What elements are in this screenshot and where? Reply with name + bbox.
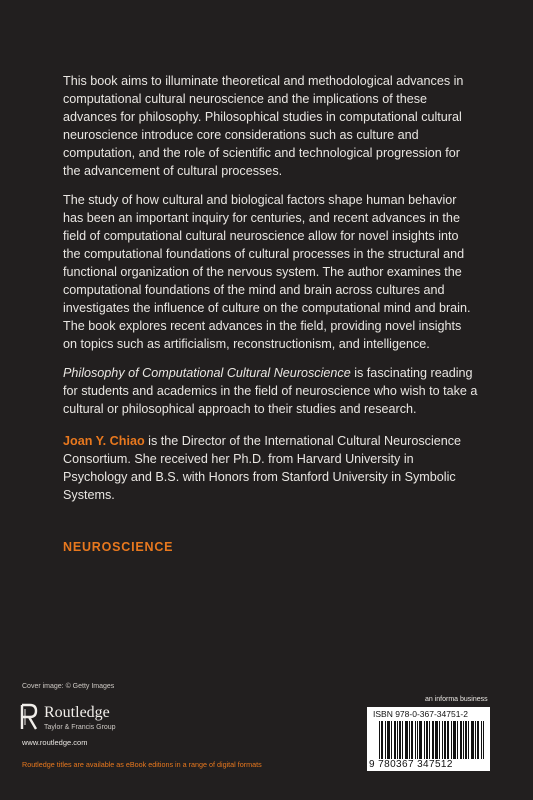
- isbn-label: ISBN 978-0-367-34751-2: [373, 709, 468, 719]
- description-paragraph-1: This book aims to illuminate theoretical and methodological advances in computational cultural neuroscience and the implications of these advances for philosophy. Philosophical studies in computational cultural neuroscience introduce core considerations such as culture and computation, and the role of scientific and technological progression for the advancement of cultural processes.: [63, 74, 464, 178]
- barcode-icon: [367, 721, 490, 759]
- description-paragraph-3: [63, 364, 478, 418]
- publisher-name: Routledge: [44, 704, 110, 721]
- author-name: Joan Y. Chiao: [63, 434, 145, 448]
- publisher-logo: [20, 703, 140, 743]
- author-bio-text: is the Director of the International Cultural Neuroscience Consortium. She received her Ph.D. from Harvard University in Psychology and B.S. with Honors from Stanford University in Symbolic Systems.: [63, 434, 462, 502]
- author-bio: [63, 432, 478, 504]
- routledge-r-icon: [20, 703, 38, 731]
- subject-category: NEUROSCIENCE: [63, 540, 174, 554]
- ebook-note: Routledge titles are available as eBook editions in a range of digital formats: [22, 760, 262, 769]
- description-paragraph-3-text: is fascinating reading for students and academics in the field of neuroscience who wish to take a cultural or philosophical approach to their studies and research.: [63, 366, 478, 416]
- book-title: Philosophy of Computational Cultural Neuroscience: [63, 366, 351, 380]
- cover-credit: Cover image: © Getty Images: [22, 683, 115, 690]
- informa-note: an informa business: [425, 696, 488, 703]
- publisher-subtitle: Taylor & Francis Group: [44, 724, 116, 731]
- description-paragraph-2: The study of how cultural and biological factors shape human behavior has been an important inquiry for centuries, and recent advances in the field of computational cultural neuroscience allow for novel insights into the computational foundations of cultural processes in the structural and functional organization of the nervous system. The author examines the computational foundations of the mind and brain across cultures and investigates the influence of culture on the computational mind and brain. The book explores recent advances in the field, providing novel insights on topics such as artificialism, reconstructionism, and intelligence.: [63, 193, 471, 351]
- back-cover-description: [63, 72, 478, 515]
- isbn-digits: 9 780367 347512: [369, 759, 453, 770]
- isbn-barcode: [367, 707, 490, 771]
- publisher-website: www.routledge.com: [22, 738, 88, 747]
